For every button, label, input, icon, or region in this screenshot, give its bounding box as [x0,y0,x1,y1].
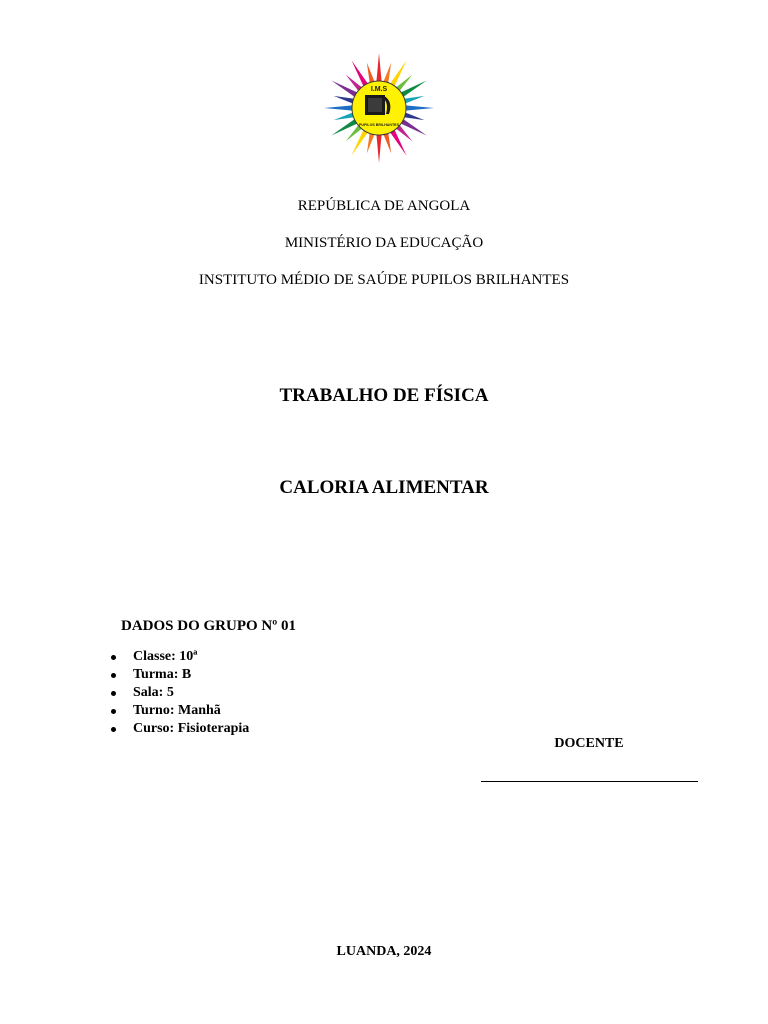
list-item-turma [108,666,249,684]
list-item-label: Turma: B [133,667,192,682]
header-country: REPÚBLICA DE ANGOLA [297,198,471,214]
school-logo [320,52,438,164]
logo-ray [324,105,355,111]
list-item-label: Curso: Fisioterapia [133,721,250,736]
group-details-list [108,648,249,738]
header-institute: INSTITUTO MÉDIO DE SAÚDE PUPILOS BRILHANTES [198,272,570,288]
footer-place-year: LUANDA, 2024 [336,944,432,959]
logo-ray [376,132,382,163]
bullet-icon [111,709,116,714]
group-heading: DADOS DO GRUPO Nº 01 [121,618,296,634]
logo-initials: I.M.S [370,86,388,93]
header-ministry: MINISTÉRIO DA EDUCAÇÃO [284,235,484,251]
bullet-icon [111,673,116,678]
document-title: TRABALHO DE FÍSICA [279,385,489,406]
logo-ray [376,53,382,84]
bullet-icon [111,691,116,696]
list-item-classe [108,648,249,666]
list-item-curso [108,720,249,738]
logo-ring-text: PUPILOS BRILHANTES [359,123,399,127]
list-item-turno [108,702,249,720]
bullet-icon [111,655,116,660]
list-item-label: Sala: 5 [133,685,174,700]
list-item-label: Turno: Manhã [133,703,221,718]
list-item-sala [108,684,249,702]
document-topic: CALORIA ALIMENTAR [279,477,489,498]
list-item-label: Classe: 10ª [133,649,198,664]
logo-graphic [320,52,438,164]
bullet-icon [111,727,116,732]
logo-ray [403,105,434,111]
docente-label: DOCENTE [554,736,624,751]
signature-line [481,781,698,782]
